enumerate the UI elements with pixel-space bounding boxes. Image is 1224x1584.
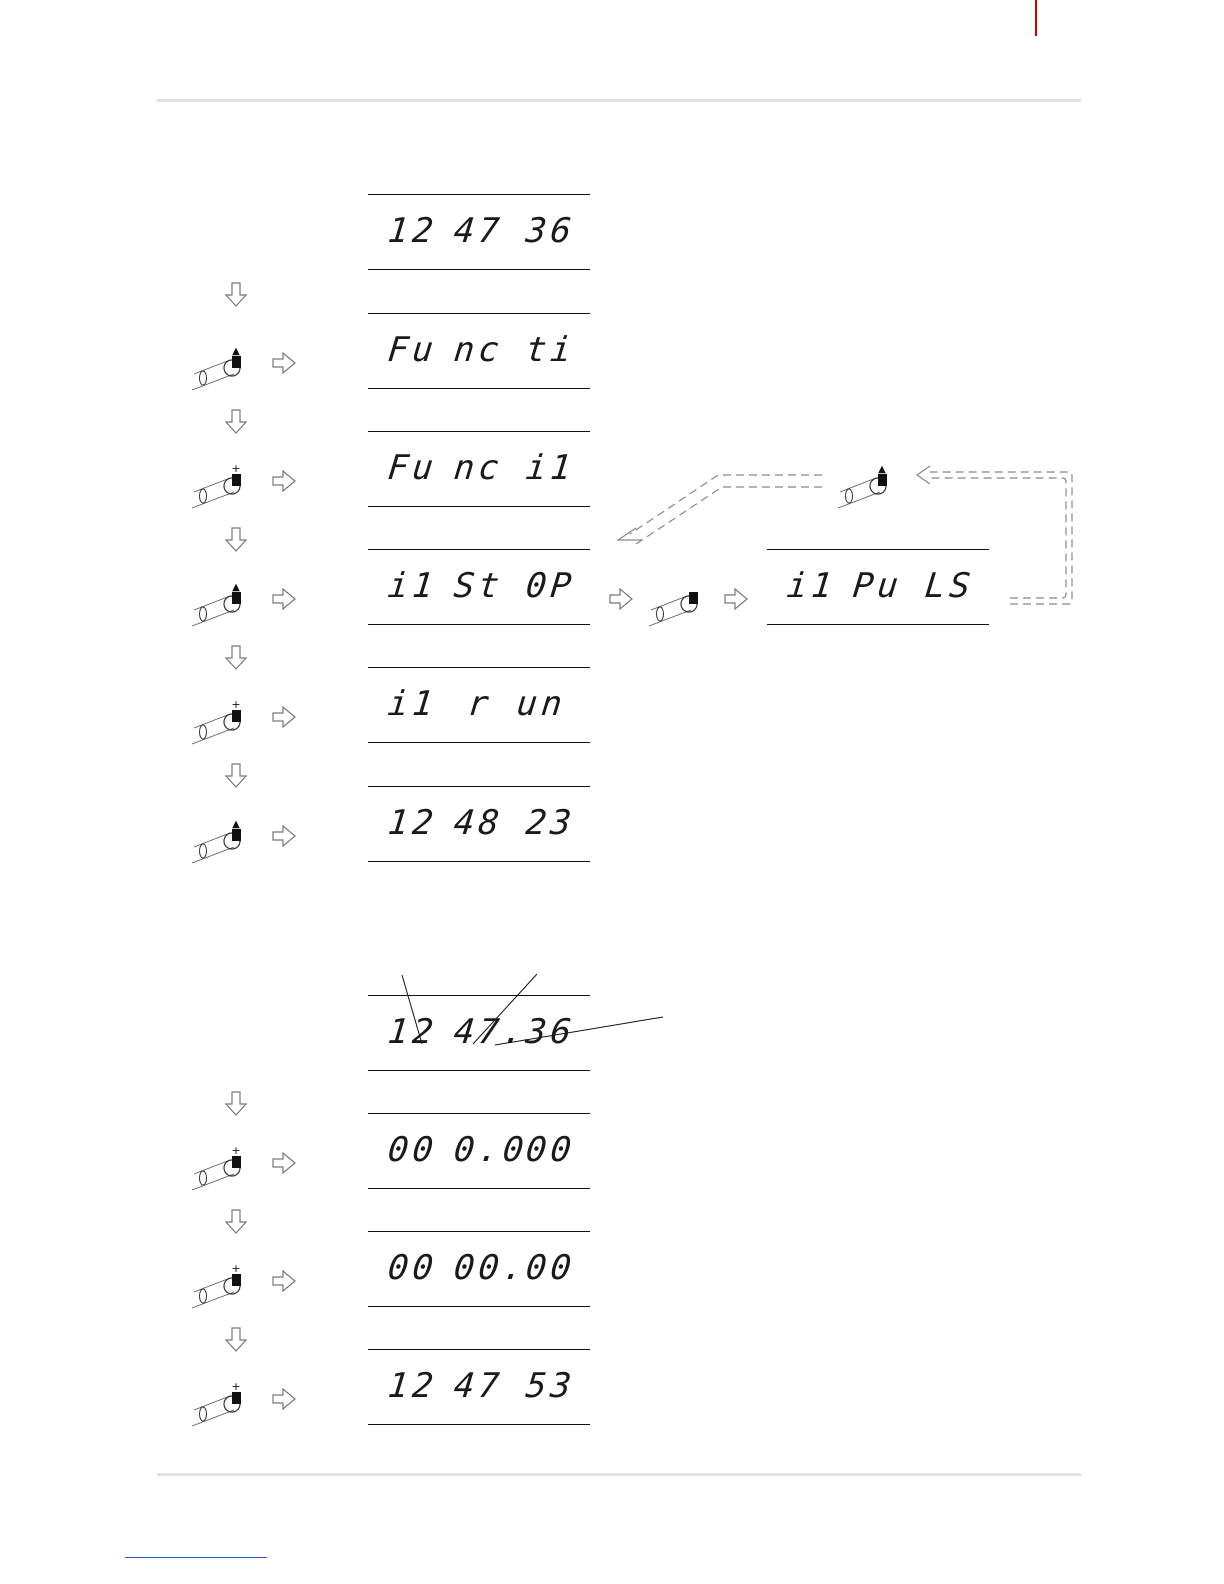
knob-sign: ▲ (232, 346, 240, 357)
right-arrow-icon (271, 824, 297, 848)
display-i1-stop (368, 549, 590, 625)
display-digits-left: i1 (385, 684, 440, 724)
display-digits-left: i1 (784, 566, 839, 606)
display-digits-middle: St (451, 566, 506, 606)
display-digits-left: 00 (385, 1130, 440, 1170)
display-i1-run (368, 667, 590, 743)
display-time-set-start (368, 995, 590, 1071)
display-digits-middle: nc (451, 448, 506, 488)
rotary-knob-icon[interactable] (190, 817, 248, 863)
display-digits-middle: 0.0 (451, 1130, 530, 1170)
rotary-knob-icon[interactable] (190, 1380, 248, 1426)
display-digits-right: ti (523, 330, 578, 370)
display-digits-right: 00 (523, 1248, 578, 1288)
display-zero-a (368, 1113, 590, 1189)
display-digits-minutes: 47 (451, 1366, 506, 1406)
down-arrow-icon (224, 644, 248, 672)
rotary-knob-icon[interactable] (190, 1144, 248, 1190)
right-arrow-icon (271, 469, 297, 493)
display-digits-hours: 12 (385, 1366, 440, 1406)
rotary-knob-icon[interactable] (190, 1262, 248, 1308)
right-arrow-icon (271, 587, 297, 611)
display-zero-b (368, 1231, 590, 1307)
down-arrow-icon (224, 1326, 248, 1354)
display-function-menu (368, 313, 590, 389)
display-time-set-end (368, 1349, 590, 1425)
right-arrow-icon (271, 1151, 297, 1175)
knob-sign: ▲ (232, 582, 240, 593)
display-digits-minutes: 47 (451, 211, 506, 251)
rotary-knob-icon[interactable] (190, 580, 248, 626)
display-digits-middle: 00. (451, 1248, 530, 1288)
display-digits-right: LS (922, 566, 977, 606)
display-digits-right: 00 (523, 1130, 578, 1170)
knob-sign: + (231, 1262, 241, 1275)
display-digits-minutes: 48 (451, 803, 506, 843)
display-digits-hours: 12 (385, 1012, 440, 1052)
rotary-knob-icon[interactable] (190, 344, 248, 390)
down-arrow-icon (224, 526, 248, 554)
footer-link-underline[interactable] (125, 1557, 267, 1558)
display-digits-seconds: 23 (523, 803, 578, 843)
display-digits-left: i1 (385, 566, 440, 606)
right-arrow-icon (271, 1269, 297, 1293)
display-time-initial (368, 194, 590, 270)
rotary-knob-icon[interactable] (190, 698, 248, 744)
knob-sign: + (231, 1380, 241, 1393)
display-digits-minutes: 47. (451, 1012, 530, 1052)
right-arrow-icon (271, 1387, 297, 1411)
right-arrow-icon (271, 705, 297, 729)
display-digits-left: 00 (385, 1248, 440, 1288)
rotary-knob-icon[interactable] (836, 462, 894, 508)
display-digits-middle: Pu (850, 566, 905, 606)
display-digits-middle: nc (451, 330, 506, 370)
display-digits-seconds: 36 (523, 1012, 578, 1052)
down-arrow-icon (224, 281, 248, 309)
knob-sign: ▲ (878, 464, 886, 475)
display-digits-left: Fu (385, 330, 440, 370)
display-digits-right: i1 (523, 448, 578, 488)
knob-sign: + (231, 1144, 241, 1157)
rotary-knob-icon[interactable] (190, 462, 248, 508)
display-digits-left: Fu (385, 448, 440, 488)
display-time-updated (368, 786, 590, 862)
display-digits-right: 0P (523, 566, 578, 606)
right-arrow-icon (271, 351, 297, 375)
knob-sign: + (231, 462, 241, 475)
display-function-i1 (368, 431, 590, 507)
display-digits-hours: 12 (385, 803, 440, 843)
down-arrow-icon (224, 1090, 248, 1118)
header-rule (157, 99, 1081, 102)
footer-rule (157, 1473, 1081, 1476)
display-digits-right: r un (465, 684, 568, 724)
knob-sign: ▲ (232, 819, 240, 830)
down-arrow-icon (224, 762, 248, 790)
knob-sign: + (231, 698, 241, 711)
page-corner-mark (1035, 0, 1037, 36)
down-arrow-icon (224, 1208, 248, 1236)
display-digits-seconds: 36 (523, 211, 578, 251)
display-digits-hours: 12 (385, 211, 440, 251)
down-arrow-icon (224, 408, 248, 436)
display-digits-seconds: 53 (523, 1366, 578, 1406)
